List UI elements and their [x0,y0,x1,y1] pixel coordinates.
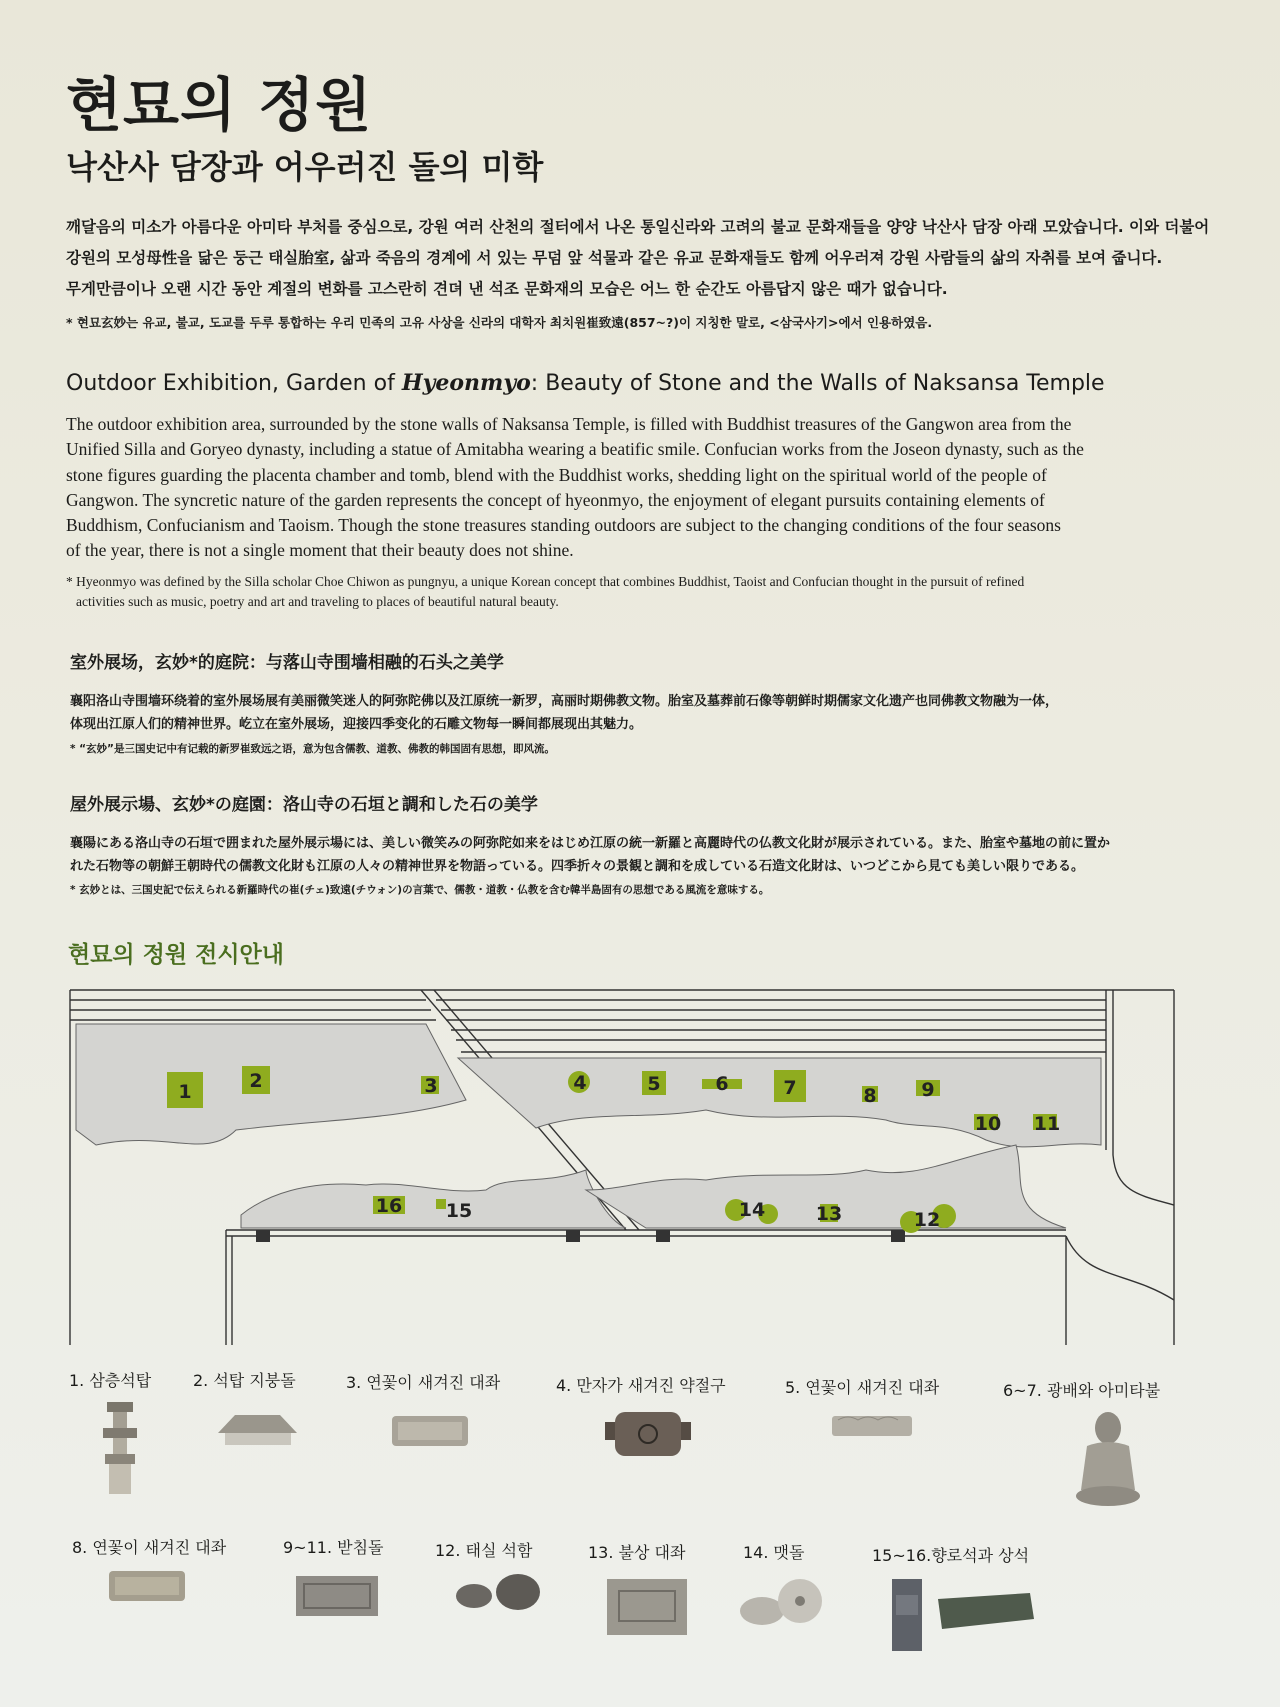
legend-label: 2. 석탑 지붕돌 [193,1371,296,1390]
map-marker-10 [974,1113,1001,1135]
legend-label: 13. 불상 대좌 [588,1543,686,1562]
english-title-em: Hyeonmyo [401,370,531,396]
legend-label: 9~11. 받침돌 [283,1538,384,1557]
english-note-line: activities such as music, poetry and art and traveling to places of beautiful natural beauty. [76,594,559,609]
english-title-post: : Beauty of Stone and the Walls of Naksansa Temple [530,371,1105,396]
svg-text:11: 11 [1033,1113,1061,1135]
exhibition-map [66,980,1186,1350]
map-marker-13 [816,1203,842,1225]
japanese-line: 襄陽にある洛山寺の石垣で囲まれた屋外展示場には、美しい微笑みの阿弥陀如来をはじめ江原の統一新羅と高麗時代の仏教文化財が展示されている。また、胎室や墓地の前に置か [70,836,1111,851]
english-footnote [66,572,1206,612]
legend-label: 4. 만자가 새겨진 약절구 [556,1376,726,1395]
legend-label: 3. 연꽃이 새겨진 대좌 [346,1373,501,1392]
incense-stone-icon [890,1575,1040,1655]
english-line: Unified Silla and Goryeo dynasty, including a statue of Amitabha wearing a beatific smile. Confucian works from the Joseon dynasty, such as the [66,439,1084,460]
chinese-footnote: * “玄妙”是三国史记中有记载的新罗崔致远之语，意为包含儒教、道教、佛教的韩国固有思想，即风流。 [70,743,555,755]
map-marker-16 [373,1195,405,1217]
svg-text:3: 3 [424,1075,438,1097]
korean-description [66,212,1210,305]
english-line: of the year, there is not a single moment that their beauty does not shine. [66,540,574,561]
pedestal-icon [828,1410,918,1446]
map-marker-11 [1033,1113,1060,1135]
svg-text:1: 1 [178,1081,192,1103]
chinese-description [70,690,1190,736]
svg-text:2: 2 [249,1070,263,1092]
map-section-title: 현묘의 정원 전시안내 [68,942,284,968]
legend-label: 1. 삼층석탑 [69,1371,152,1390]
map-marker-8 [862,1085,878,1107]
svg-text:8: 8 [863,1085,877,1107]
japanese-title: 屋外展示場、玄妙*の庭園：洛山寺の石垣と調和した石の美学 [70,795,538,815]
pagoda-icon [95,1400,145,1500]
map-marker-7 [774,1070,806,1102]
english-title-pre: Outdoor Exhibition, Garden of [66,371,402,396]
pedestal-icon [388,1410,473,1455]
english-line: The outdoor exhibition area, surrounded by the stone walls of Naksansa Temple, is filled with Buddhist treasures of the Gangwon area from the [66,414,1072,434]
placenta-case-icon [452,1570,542,1614]
page-title: 현묘의 정원 [66,71,373,139]
svg-text:6: 6 [715,1073,729,1095]
korean-line: 깨달음의 미소가 아름다운 아미타 부처를 중심으로, 강원 여러 산천의 절터에서 나온 통일신라와 고려의 불교 문화재들을 양양 낙산사 담장 아래 모았습니다. 이와 더불어 [66,218,1210,236]
buddha-icon [1073,1410,1143,1510]
map-marker-3 [421,1075,439,1097]
korean-line: 강원의 모성母性을 닮은 둥근 태실胎室, 삶과 죽음의 경계에 서 있는 무덤 앞 석물과 같은 유교 문화재들도 함께 어우러져 강원 사람들의 삶의 자취를 보여 줍니다. [66,249,1163,267]
japanese-footnote: * 玄妙とは、三国史記で伝えられる新羅時代の崔(チェ)致遠(チウォン)の言葉で、儒教・道教・仏教を含む韓半島固有の思想である風流を意味する。 [70,884,770,896]
legend-label: 6~7. 광배와 아미타불 [1003,1381,1161,1400]
chinese-line: 体现出江原人们的精神世界。屹立在室外展场，迎接四季变化的石雕文物每一瞬间都展现出其魅力。 [70,717,643,732]
svg-text:9: 9 [921,1079,935,1101]
legend-label: 8. 연꽃이 새겨진 대좌 [72,1538,227,1557]
korean-footnote: * 현묘玄妙는 유교, 불교, 도교를 두루 통합하는 우리 민족의 고유 사상을 신라의 대학자 최치원崔致遠(857~?)이 지칭한 말로, <삼국사기>에서 인용하였음. [66,315,933,330]
svg-text:15: 15 [445,1200,473,1222]
svg-text:12: 12 [913,1209,941,1231]
svg-text:10: 10 [974,1113,1002,1135]
legend-label: 15~16.향로석과 상석 [872,1546,1030,1565]
english-line: Gangwon. The syncretic nature of the garden represents the concept of hyeonmyo, the enjoyment of elegant pursuits containing elements of [66,489,1045,510]
svg-text:13: 13 [815,1203,843,1225]
english-description [66,412,1186,564]
svg-text:16: 16 [375,1195,403,1217]
english-line: Buddhism, Confucianism and Taoism. Though the stone treasures standing outdoors are subject to the changing conditions of the four seasons [66,515,1061,536]
english-title [66,370,1105,396]
map-marker-5 [642,1071,666,1095]
legend-label: 14. 맷돌 [743,1543,805,1562]
japanese-description [70,832,1190,878]
millstone-icon [738,1575,828,1631]
mortar-icon [603,1408,693,1460]
page-subtitle: 낙산사 담장과 어우러진 돌의 미학 [66,148,544,186]
svg-text:7: 7 [783,1077,797,1099]
buddha-pedestal-icon [603,1575,691,1640]
chinese-title: 室外展场，玄妙*的庭院：与落山寺围墙相融的石头之美学 [70,653,504,673]
map-zones [76,1024,1101,1228]
roof-stone-icon [215,1405,300,1450]
chinese-line: 襄阳洛山寺围墙环绕着的室外展场展有美丽微笑迷人的阿弥陀佛以及江原统一新罗，高丽时期佛教文物。胎室及墓葬前石像等朝鲜时期儒家文化遗产也同佛教文物融为一体， [70,694,1059,709]
svg-text:4: 4 [573,1072,587,1094]
english-note-line: * Hyeonmyo was defined by the Silla scholar Choe Chiwon as pungnyu, a unique Korean concept that combines Buddhist, Taoist and Confucian thought in the pursuit of refined [66,574,1025,589]
base-stone-icon [292,1572,382,1620]
legend-label: 12. 태실 석함 [435,1541,533,1560]
svg-text:14: 14 [738,1199,766,1221]
english-line: stone figures guarding the placenta chamber and tomb, blend with the Buddhist works, shedding light on the spiritual world of the people of [66,464,1047,485]
map-marker-1 [167,1072,203,1108]
korean-line: 무게만큼이나 오랜 시간 동안 계절의 변화를 고스란히 견뎌 낸 석조 문화재의 모습은 어느 한 순간도 아름답지 않은 때가 없습니다. [66,280,948,298]
map-marker-2 [242,1066,270,1094]
japanese-line: れた石物等の朝鮮王朝時代の儒教文化財も江原の人々の精神世界を物語っている。四季折々の景観と調和を成している石造文化財は、いつどこから見ても美しい限りである。 [70,859,1085,874]
legend-label: 5. 연꽃이 새겨진 대좌 [785,1378,940,1397]
svg-text:5: 5 [647,1073,661,1095]
pedestal-icon [103,1565,191,1610]
